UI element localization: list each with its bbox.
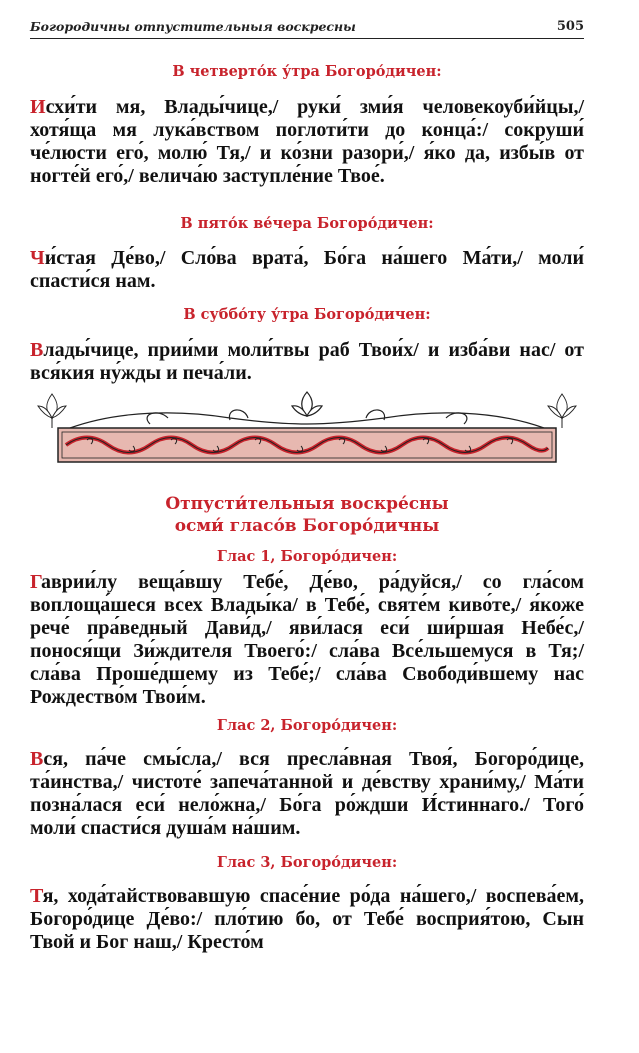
text-body: я, хода́тайствовавшую спасе́ние ро́да на́шего,/ воспева́ем, Богоро́дице Де́во:/ пло́тию бо, от Тебе́ восприя́тою, Сын Твой и Бог наш,/ Кресто́м [30,885,584,953]
initial-letter: Ч [30,247,45,269]
section-heading: В суббо́ту у́тра Богоро́дичен: [183,306,431,323]
section-thursday [30,62,584,82]
floral-headpiece-icon [30,388,584,470]
tone-text [30,748,584,840]
initial-letter: В [30,339,44,361]
initial-letter: Г [30,571,41,593]
text-body: аврии́лу веща́вшу Тебе́, Де́во, ра́дуйся,/ со гла́сом воплоща́шеся всех Влады́ка/ в Тебе́, святе́м киво́те,/ я́коже рече́ пра́ведный Дави́д,/ яви́лася еси́ ши́ршая Небе́с,/ понося́щи Зи́ждителя Твоего́:/ сла́ва Все́льшемуся в Тя;/ сла́ва Проше́дшему из Тебе́;/ сла́ва Свободи́вшему нас Рождество́м Твои́м. [30,571,584,708]
text-body: лады́чице, прии́ми моли́твы раб Твои́х/ и изба́ви нас/ от вся́кия ну́жды и печа́ли. [30,339,584,384]
text-body: схи́ти мя, Влады́чице,/ руки́ зми́я человекоуби́йцы,/ хотя́ща мя лука́вством поглоти́ти до конца́:/ сокруши́ че́люсти его́, молю́ Тя,/ и ко́зни разори́,/ я́ко да, избы́в от ногте́й его́,/ велича́ю заступле́ние Твое́. [30,96,584,187]
tone-text [30,571,584,709]
main-title [30,493,584,537]
page-header [30,18,584,39]
initial-letter: В [30,748,44,770]
section-saturday [30,305,584,325]
text-body: и́стая Де́во,/ Сло́ва врата́, Бо́га на́шего Ма́ти,/ моли́ спасти́ся нам. [30,247,584,292]
initial-letter: И [30,96,46,118]
tone-text [30,885,584,954]
section-heading: В четверто́к у́тра Богоро́дичен: [172,63,442,80]
running-title: Богородичны отпустительныя воскресны [30,19,356,34]
section-friday [30,214,584,234]
initial-letter: Т [30,885,43,907]
main-title-line-2: осми́ гласо́в Богоро́дичны [174,516,440,536]
tone-2 [30,716,584,736]
section-text [30,96,584,188]
main-title-line-1: Отпусти́тельныя воскре́сны [165,494,449,514]
section-heading: В пято́к ве́чера Богоро́дичен: [180,215,434,232]
tone-heading: Глас 2, Богоро́дичен: [216,717,398,734]
text-body: ся, па́че смы́сла,/ вся пресла́вная Твоя́, Богоро́дице, та́инства,/ чистоте́ запеча́танной и де́вству храни́му,/ Ма́ти позна́лася еси́ нело́жна,/ Бо́га ро́ждши И́стиннаго./ Того́ моли́ спасти́ся душа́м на́шим. [30,748,584,839]
section-text [30,339,584,385]
tone-heading: Глас 3, Богоро́дичен: [216,854,398,871]
tone-1 [30,547,584,567]
tone-heading: Глас 1, Богоро́дичен: [216,548,398,565]
page-number: 505 [556,19,584,34]
section-text [30,247,584,293]
tone-3 [30,853,584,873]
